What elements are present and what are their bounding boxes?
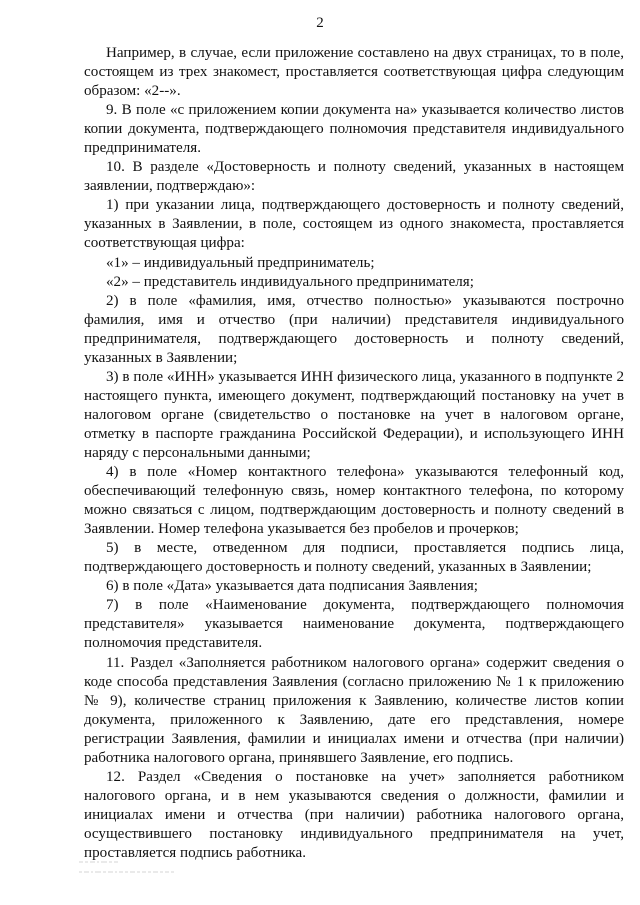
paragraph-item-11: 11. Раздел «Заполняется работником налогового органа» содержит сведения о коде способа представления Заявления (согласно приложению № 1 к приложению № 9), количестве страниц приложения к Заявлению, количестве листов копии документа, приложенного к Заявлению, дате его представления, номере регистрации Заявления, фамилии и инициалах имени и отчества (при наличии) работника налогового органа, принявшего Заявление, его подпись.: [84, 654, 624, 766]
faint-stamp-graphic: [77, 857, 187, 879]
subitem-10-4: 4) в поле «Номер контактного телефона» указываются телефонный код, обеспечивающий телефонную связь, номер контактного телефона, по которому можно связаться с лицом, подтверждающим достоверность и полноту сведений в Заявлении. Номер телефона указывается без пробелов и прочерков;: [84, 464, 624, 538]
subitem-10-7: 7) в поле «Наименование документа, подтверждающего полномочия представителя» указывается наименование документа, подтверждающего полномочия представителя.: [84, 597, 624, 652]
paragraph-item-9: 9. В поле «с приложением копии документа на» указывается количество листов копии документа, подтверждающего полномочия представителя индивидуального предпринимателя.: [84, 102, 624, 157]
paragraph-example: Например, в случае, если приложение составлено на двух страницах, то в поле, состоящем из трех знакомест, проставляется соответствующая цифра следующим образом: «2--».: [84, 45, 624, 100]
subitem-10-3: 3) в поле «ИНН» указывается ИНН физического лица, указанного в подпункте 2 настоящего пункта, имеющего документ, подтверждающий постановку на учет в налоговом органе (свидетельство о постановке на учет в налоговом органе, отметку в паспорте гражданина Российской Федерации), и использующего ИНН наряду с персональными данными;: [84, 368, 624, 461]
paragraph-item-10: 10. В разделе «Достоверность и полноту сведений, указанных в настоящем заявлении, подтверждаю»:: [84, 159, 624, 195]
document-body: [84, 44, 624, 863]
subitem-10-6: 6) в поле «Дата» указывается дата подписания Заявления;: [106, 578, 478, 595]
subitem-10-1-option-1: «1» – индивидуальный предприниматель;: [106, 254, 375, 271]
page-number: 2: [316, 15, 324, 31]
paragraph-item-12: 12. Раздел «Сведения о постановке на учет» заполняется работником налогового органа, и в нем указываются сведения о должности, фамилии и инициалах имени и отчества (при наличии) работника налогового органа, осуществившего постановку индивидуального предпринимателя на учет, проставляется подпись работника.: [84, 768, 624, 861]
subitem-10-2: 2) в поле «фамилия, имя, отчество полностью» указываются построчно фамилия, имя и отчество (при наличии) представителя индивидуального предпринимателя, подтверждающего достоверность и полноту сведений, указанных в Заявлении;: [84, 292, 624, 366]
subitem-10-1: 1) при указании лица, подтверждающего достоверность и полноту сведений, указанных в Заявлении, в поле, состоящем из одного знакоместа, проставляется соответствующая цифра:: [84, 197, 624, 252]
subitem-10-5: 5) в месте, отведенном для подписи, проставляется подпись лица, подтверждающего достоверность и полноту сведений, указанных в Заявлении;: [84, 540, 624, 576]
subitem-10-1-option-2: «2» – представитель индивидуального предпринимателя;: [106, 273, 474, 290]
faint-scan-stamp: [77, 857, 187, 882]
